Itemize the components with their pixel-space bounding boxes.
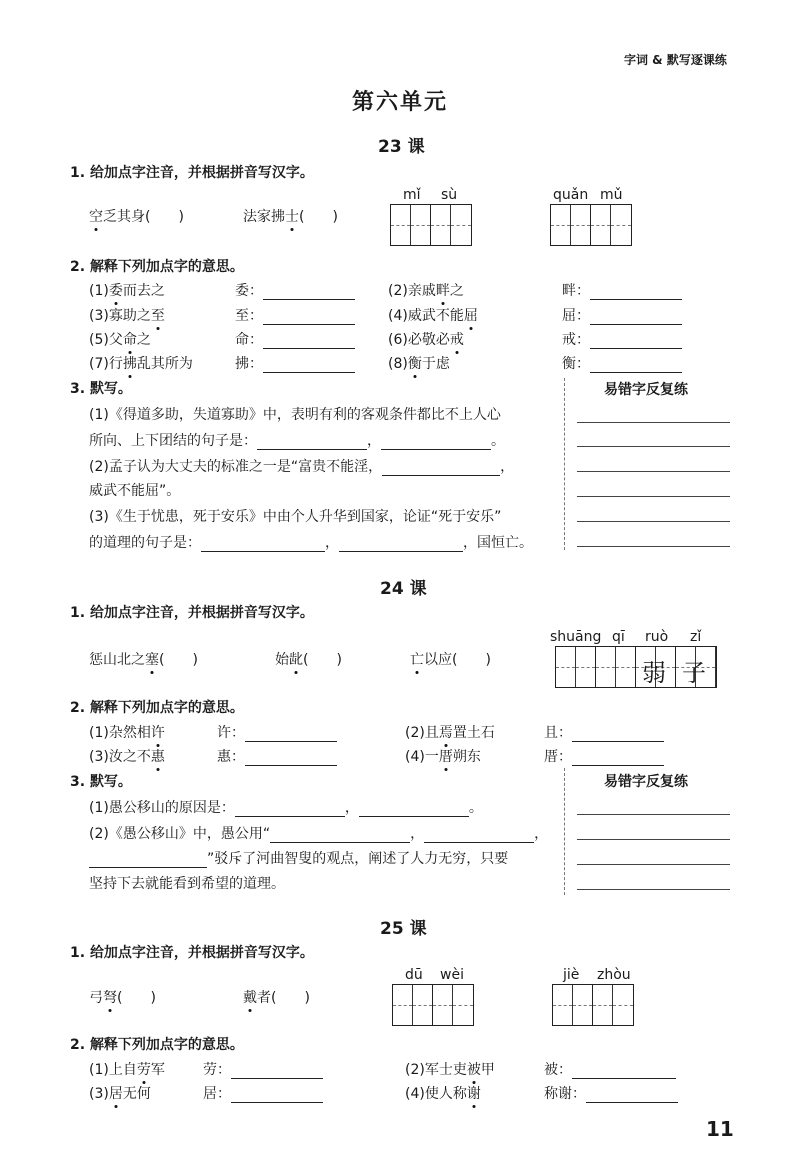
l23-q2-item-8: (8)衡于虑: [388, 353, 450, 373]
l23-q3-s2-line1: (2)孟子认为大丈夫的标准之一是“富贵不能淫， ，: [89, 459, 515, 475]
answer-blank[interactable]: [263, 285, 355, 300]
practice-line[interactable]: [577, 471, 730, 472]
l23-q2-item-4: (4)威武不能屈: [388, 305, 478, 325]
l23-q2-key-5: 命：: [235, 329, 355, 349]
l24-q2-key-2: 且：: [544, 722, 664, 742]
l23-pinyin-1b: sù: [441, 187, 458, 203]
l24-q1-item-a: 惩山北之塞( ): [89, 649, 198, 669]
l25-pinyin-2a: jiè: [563, 967, 580, 983]
answer-blank[interactable]: [590, 310, 682, 325]
l23-q3-s3-line2: 的道理的句子是： ， ，国恒亡。: [89, 535, 533, 551]
l23-pinyin-2b: mǔ: [600, 187, 623, 203]
l23-q3-s1-line1: (1)《得道多助，失道寡助》中，表明有利的客观条件都比不上人心: [89, 407, 501, 423]
l25-q2-heading: 2. 解释下列加点字的意思。: [70, 1037, 244, 1053]
practice-line[interactable]: [577, 864, 730, 865]
side-box-divider: [564, 768, 565, 895]
l23-q1-item-b: 法家拂士( ): [243, 206, 338, 226]
page-number: 11: [706, 1117, 734, 1141]
series-header: 字词 & 默写逐课练: [624, 53, 727, 67]
l23-q1-item-a: 空乏其身( ): [89, 206, 184, 226]
lesson-24-title: 24 课: [380, 579, 427, 599]
answer-blank[interactable]: [381, 435, 491, 450]
answer-blank[interactable]: [89, 853, 207, 868]
answer-blank[interactable]: [339, 537, 463, 552]
answer-blank[interactable]: [590, 358, 682, 373]
l25-q2-key-4: 称谢：: [544, 1083, 678, 1103]
l25-q2-key-2: 被：: [544, 1059, 676, 1079]
answer-blank[interactable]: [231, 1088, 323, 1103]
l25-q2-item-1: (1)上自劳军: [89, 1059, 165, 1079]
answer-blank[interactable]: [590, 334, 682, 349]
l24-writing-grid[interactable]: [555, 646, 717, 688]
l24-q2-item-3: (3)汝之不惠: [89, 746, 165, 766]
side-box-title: 易错字反复练: [604, 774, 688, 790]
l24-q2-item-4: (4)一厝朔东: [405, 746, 481, 766]
practice-line[interactable]: [577, 839, 730, 840]
l24-q2-key-1: 许：: [217, 722, 337, 742]
l23-q3-s1-line2: 所向、上下团结的句子是： ， 。: [89, 433, 505, 449]
l23-q2-key-7: 拂：: [235, 353, 355, 373]
l23-q2-item-3: (3)寡助之至: [89, 305, 165, 325]
l23-q2-key-1: 委：: [235, 280, 355, 300]
l24-q1-heading: 1. 给加点字注音，并根据拼音写汉字。: [70, 605, 314, 621]
l23-q2-key-6: 戒：: [562, 329, 682, 349]
l25-pinyin-1a: dū: [405, 967, 423, 983]
answer-blank[interactable]: [359, 802, 469, 817]
answer-blank[interactable]: [263, 334, 355, 349]
l23-q2-heading: 2. 解释下列加点字的意思。: [70, 259, 244, 275]
answer-blank[interactable]: [231, 1064, 323, 1079]
l23-q2-key-2: 畔：: [562, 280, 682, 300]
l25-writing-grid-1[interactable]: [392, 984, 474, 1026]
answer-blank[interactable]: [382, 461, 500, 476]
practice-line[interactable]: [577, 814, 730, 815]
answer-blank[interactable]: [201, 537, 325, 552]
answer-blank[interactable]: [263, 358, 355, 373]
l23-writing-grid-2[interactable]: [550, 204, 632, 246]
l24-pinyin-1: shuāng: [550, 629, 602, 645]
practice-line[interactable]: [577, 521, 730, 522]
answer-blank[interactable]: [572, 751, 664, 766]
answer-blank[interactable]: [424, 828, 534, 843]
practice-line[interactable]: [577, 546, 730, 547]
l24-q2-key-3: 惠：: [217, 746, 337, 766]
l25-pinyin-1b: wèi: [440, 967, 464, 983]
l23-q1-heading: 1. 给加点字注音，并根据拼音写汉字。: [70, 165, 314, 181]
l25-writing-grid-2[interactable]: [552, 984, 634, 1026]
l24-q2-item-1: (1)杂然相许: [89, 722, 165, 742]
l25-q2-key-3: 居：: [203, 1083, 323, 1103]
l25-q1-item-a: 弓弩( ): [89, 987, 156, 1007]
l24-q3-s2-line3: 坚持下去就能看到希望的道理。: [89, 876, 285, 892]
l24-pinyin-3: ruò: [645, 629, 669, 645]
answer-blank[interactable]: [235, 802, 345, 817]
answer-blank[interactable]: [270, 828, 410, 843]
practice-line[interactable]: [577, 496, 730, 497]
l25-q2-item-2: (2)军士吏被甲: [405, 1059, 495, 1079]
l23-q2-item-2: (2)亲戚畔之: [388, 280, 464, 300]
l24-pinyin-2: qī: [612, 629, 625, 645]
answer-blank[interactable]: [590, 285, 682, 300]
l23-q3-s3-line1: (3)《生于忧患，死于安乐》中由个人升华到国家，论证“死于安乐”: [89, 509, 502, 525]
answer-blank[interactable]: [245, 751, 337, 766]
answer-blank[interactable]: [257, 435, 367, 450]
practice-line[interactable]: [577, 446, 730, 447]
handwritten-char-2: 子: [682, 659, 706, 687]
l24-q1-item-c: 亡以应( ): [410, 649, 491, 669]
l24-q3-heading: 3. 默写。: [70, 774, 132, 790]
answer-blank[interactable]: [245, 727, 337, 742]
practice-line[interactable]: [577, 889, 730, 890]
side-box-divider: [564, 378, 565, 550]
handwritten-char-1: 弱: [642, 659, 666, 687]
l25-q1-heading: 1. 给加点字注音，并根据拼音写汉字。: [70, 945, 314, 961]
l23-q2-item-1: (1)委而去之: [89, 280, 165, 300]
l24-q2-item-2: (2)且焉置土石: [405, 722, 495, 742]
l23-q2-item-5: (5)父命之: [89, 329, 151, 349]
answer-blank[interactable]: [572, 727, 664, 742]
lesson-25-title: 25 课: [380, 919, 427, 939]
side-box-title: 易错字反复练: [604, 382, 688, 398]
l25-q2-key-1: 劳：: [203, 1059, 323, 1079]
l24-q3-s2-line1: (2)《愚公移山》中，愚公用“ ， ，: [89, 826, 549, 842]
l23-q3-s2-line2: 威武不能屈”。: [89, 483, 181, 499]
practice-line[interactable]: [577, 422, 730, 423]
l24-q1-item-b: 始龀( ): [275, 649, 342, 669]
l24-q3-s1: (1)愚公移山的原因是： ， 。: [89, 800, 483, 816]
l25-pinyin-2b: zhòu: [597, 967, 631, 983]
l23-q2-item-7: (7)行拂乱其所为: [89, 353, 193, 373]
answer-blank[interactable]: [572, 1064, 676, 1079]
l24-q2-heading: 2. 解释下列加点字的意思。: [70, 700, 244, 716]
l23-q3-heading: 3. 默写。: [70, 381, 132, 397]
l25-q1-item-b: 戴者( ): [243, 987, 310, 1007]
l23-writing-grid-1[interactable]: [390, 204, 472, 246]
l23-q2-item-6: (6)必敬必戒: [388, 329, 464, 349]
l23-q2-key-8: 衡：: [562, 353, 682, 373]
lesson-23-title: 23 课: [378, 137, 425, 157]
l23-q2-key-4: 屈：: [562, 305, 682, 325]
l24-q3-s2-line2: ”驳斥了河曲智叟的观点，阐述了人力无穷，只要: [89, 848, 508, 868]
l24-pinyin-4: zǐ: [690, 629, 702, 645]
answer-blank[interactable]: [263, 310, 355, 325]
l23-pinyin-1a: mǐ: [403, 187, 421, 203]
unit-title: 第六单元: [352, 90, 449, 115]
l25-q2-item-3: (3)居无何: [89, 1083, 151, 1103]
l24-q2-key-4: 厝：: [544, 746, 664, 766]
l23-pinyin-2a: quǎn: [553, 187, 589, 203]
l25-q2-item-4: (4)使人称谢: [405, 1083, 481, 1103]
answer-blank[interactable]: [586, 1088, 678, 1103]
l23-q2-key-3: 至：: [235, 305, 355, 325]
